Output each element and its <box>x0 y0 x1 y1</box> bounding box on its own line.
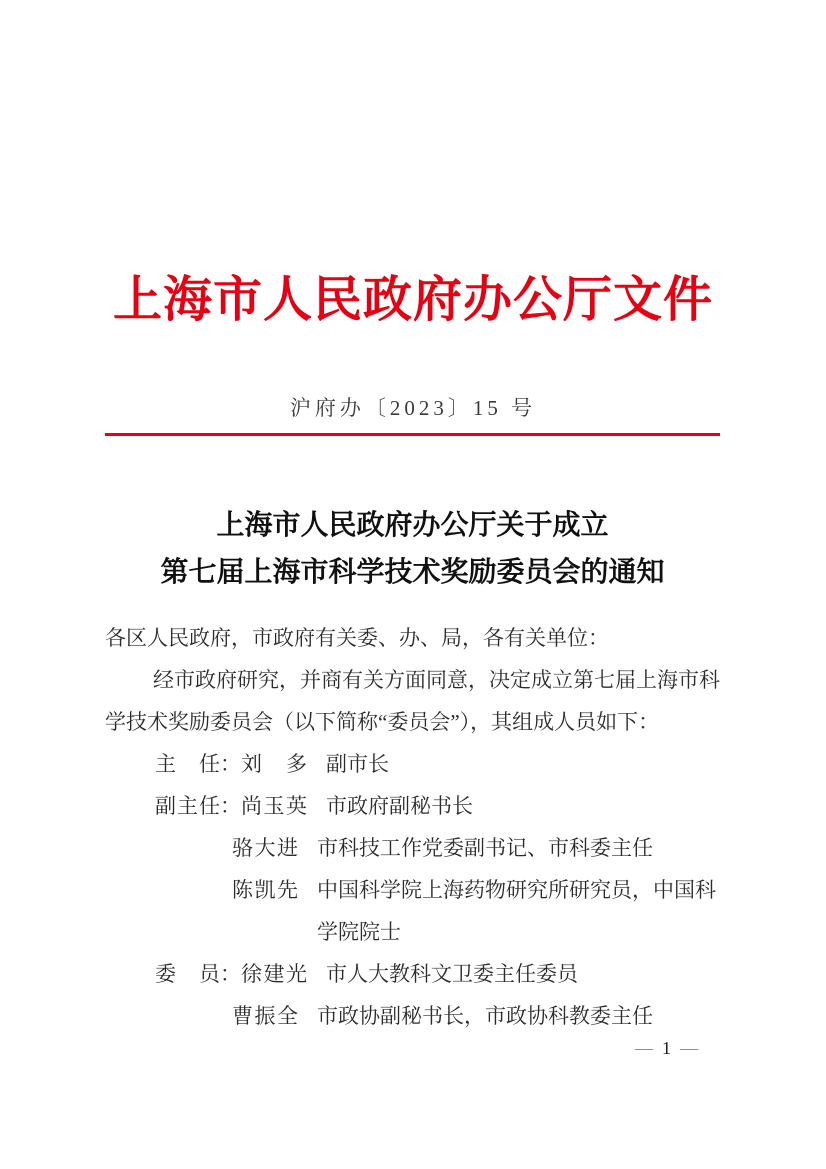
notice-title <box>105 502 720 596</box>
member-position: 市科技工作党委副书记、市科委主任 <box>317 836 653 860</box>
member-name: 徐建光 <box>241 962 307 986</box>
member-name: 刘多 <box>241 752 307 776</box>
salutation: 各区人民政府，市政府有关委、办、局，各有关单位： <box>105 626 609 650</box>
page-number-dash: — <box>680 1038 698 1058</box>
member-position: 副市长 <box>326 752 389 776</box>
role-colon: ： <box>220 794 241 818</box>
red-divider-line <box>105 433 720 436</box>
role-label: 委员 <box>155 962 220 986</box>
member-position: 市政协副秘书长，市政协科教委主任 <box>317 1004 653 1028</box>
committee-row <box>105 995 720 1037</box>
member-name: 曹振全 <box>232 1004 298 1028</box>
member-position-line: 学院院士 <box>317 920 401 944</box>
member-name: 骆大进 <box>232 836 298 860</box>
page-number-value: 1 <box>662 1038 671 1058</box>
role-colon: ： <box>220 962 241 986</box>
page-number <box>635 1036 698 1060</box>
committee-row <box>105 953 720 995</box>
notice-title-line2: 第七届上海市科学技术奖励委员会的通知 <box>160 557 665 588</box>
committee-row <box>105 869 720 953</box>
member-position <box>317 869 720 953</box>
document-number: 沪府办〔2023〕15 号 <box>289 396 537 420</box>
committee-row <box>105 827 720 869</box>
member-position: 市人大教科文卫委主任委员 <box>326 962 578 986</box>
committee-row <box>105 743 720 785</box>
role-label: 副主任 <box>155 794 220 818</box>
paragraph-line: 学技术奖励委员会（以下简称“委员会”），其组成人员如下： <box>105 710 660 734</box>
member-position-line: 中国科学院上海药物研究所研究员，中国科 <box>317 878 716 902</box>
page-number-dash: — <box>635 1038 653 1058</box>
member-name: 陈凯先 <box>232 878 298 902</box>
notice-title-line1: 上海市人民政府办公厅关于成立 <box>216 510 609 541</box>
member-name: 尚玉英 <box>241 794 307 818</box>
document-body <box>105 617 720 1037</box>
committee-row <box>105 785 720 827</box>
role-colon: ： <box>220 752 241 776</box>
letterhead-title: 上海市人民政府办公厅文件 <box>112 272 713 327</box>
member-position: 市政府副秘书长 <box>326 794 473 818</box>
role-label: 主任 <box>155 752 220 776</box>
paragraph-line: 经市政府研究，并商有关方面同意，决定成立第七届上海市科 <box>153 668 720 692</box>
